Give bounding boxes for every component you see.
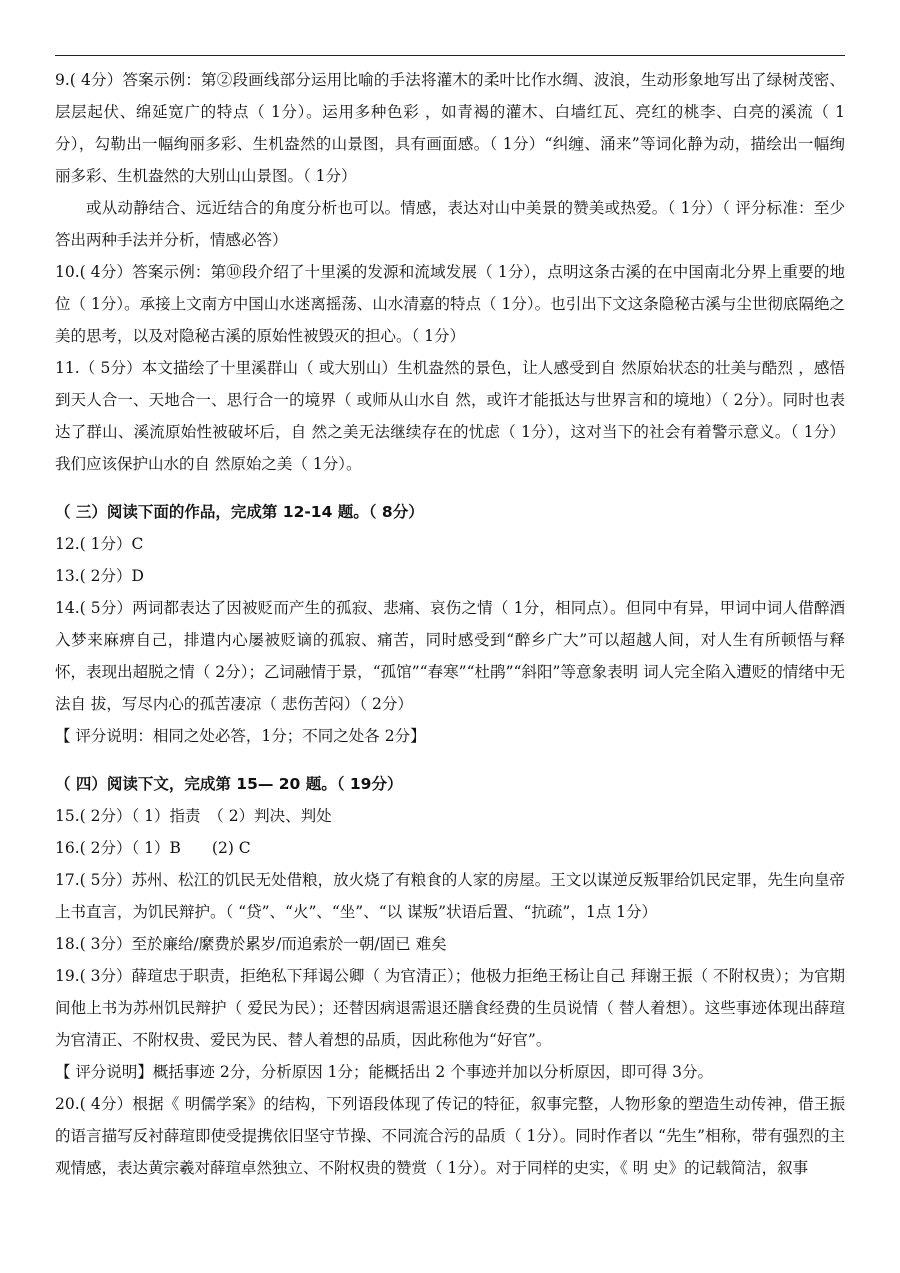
- answer-9-note: 或从动静结合、远近结合的角度分析也可以。情感，表达对山中美景的赞美或热爱。（ 1分）（ 评分标准：至少答出两种手法并分析，情感必答）: [55, 199, 845, 249]
- header-rule: [55, 55, 845, 56]
- answer-19-scoring-note: 【 评分说明】概括事迹 2分，分析原因 1分；能概括出 2 个事迹并加以分析原因，即可得 3分。: [55, 1063, 714, 1081]
- section-3-heading: （ 三）阅读下面的作品，完成第 12-14 题。（ 8分）: [55, 503, 424, 521]
- answer-19: 19.( 3分）薛瑄忠于职责，拒绝私下拜谒公卿（ 为官清正）；他极力拒绝王杨让自己 拜谢王振（ 不附权贵）；为官期间他上书为苏州饥民辩护（ 爱民为民）；还替因病退需退还膳食经费的生员说情（ 替人着想）。这些事迹体现出薛瑄为官清正、不附权贵、爱民为民、替人着想的品质，因此称他为“好官”。: [55, 967, 845, 1049]
- answer-20: 20.( 4分）根据《 明儒学案》的结构，下列语段体现了传记的特征，叙事完整，人物形象的塑造生动传神，借王振的语言描写反衬薛瑄即使受提携依旧坚守节操、不同流合污的品质（ 1分）。同时作者以 “先生”相称，带有强烈的主观情感，表达黄宗羲对薛瑄卓然独立、不附权贵的赞赏（ 1分）。对于同样的史实，《 明 史》的记载简洁，叙事: [55, 1095, 845, 1177]
- answer-sheet: [55, 64, 845, 1184]
- answer-14-scoring-note: 【 评分说明：相同之处必答，1分；不同之处各 2分】: [55, 727, 426, 745]
- answer-15: 15.( 2分）（ 1）指责 （ 2）判决、判处: [55, 807, 332, 825]
- section-4-heading: （ 四）阅读下文，完成第 15— 20 题。（ 19分）: [55, 775, 403, 793]
- answer-17: 17.( 5分）苏州、松江的饥民无处借粮，放火烧了有粮食的人家的房屋。王文以谋逆反叛罪给饥民定罪，先生向皇帝上书直言，为饥民辩护。（ “贷”、“火”、“坐”、“以 谋叛”状语后置、“抗疏”，1点 1分）: [55, 871, 845, 921]
- answer-12: 12.( 1分）C: [55, 535, 144, 553]
- answer-14: 14.( 5分）两词都表达了因被贬而产生的孤寂、悲痛、哀伤之情（ 1分，相同点）。但同中有异，甲词中词人借醉酒入梦来麻痹自己，排遣内心屡被贬谪的孤寂、痛苦，同时感受到“醉乡广大”可以超越人间，对人生有所顿悟与释怀，表现出超脱之情（ 2分）；乙词融情于景，“孤馆”“春寒”“杜鹃”“斜阳”等意象表明 词人完全陷入遭贬的情绪中无法自 拔，写尽内心的孤苦凄凉（ 悲伤苦闷）（ 2分）: [55, 599, 845, 713]
- answer-9: 9.( 4分）答案示例：第②段画线部分运用比喻的手法将灌木的柔叶比作水绸、波浪，生动形象地写出了绿树茂密、层层起伏、绵延宽广的特点（ 1分）。运用多种色彩 ，如青褐的灌木、白墙红瓦、亮红的桃李、白亮的溪流（ 1分），勾勒出一幅绚丽多彩、生机盎然的山景图，具有画面感。（ 1分）“纠缠、涌来”等词化静为动，描绘出一幅绚丽多彩、生机盎然的大别山山景图。（ 1分）: [55, 71, 845, 185]
- answer-11: 11.（ 5分）本文描绘了十里溪群山（ 或大别山）生机盎然的景色，让人感受到自 然原始状态的壮美与酷烈 ，感悟到天人合一、天地合一、思行合一的境界（ 或师从山水自 然，或许才能抵达与世界言和的境地）（ 2分）。同时也表达了群山、溪流原始性被破坏后，自 然之美无法继续存在的忧虑（ 1分），这对当下的社会有着警示意义。（ 1分）我们应该保护山水的自 然原始之美（ 1分）。: [55, 359, 845, 473]
- answer-18: 18.( 3分）至於廉给/縻费於累岁/而追索於一朝/固已 难矣: [55, 935, 447, 953]
- answer-10: 10.( 4分）答案示例：第⑩段介绍了十里溪的发源和流域发展（ 1分），点明这条古溪的在中国南北分界上重要的地位（ 1分）。承接上文南方中国山水迷离摇荡、山水清嘉的特点（ 1分）。也引出下文这条隐秘古溪与尘世彻底隔绝之美的思考，以及对隐秘古溪的原始性被毁灭的担心。（ 1分）: [55, 263, 845, 345]
- answer-16: 16.( 2分）（ 1）B (2) C: [55, 839, 251, 857]
- answer-13: 13.( 2分）D: [55, 567, 144, 585]
